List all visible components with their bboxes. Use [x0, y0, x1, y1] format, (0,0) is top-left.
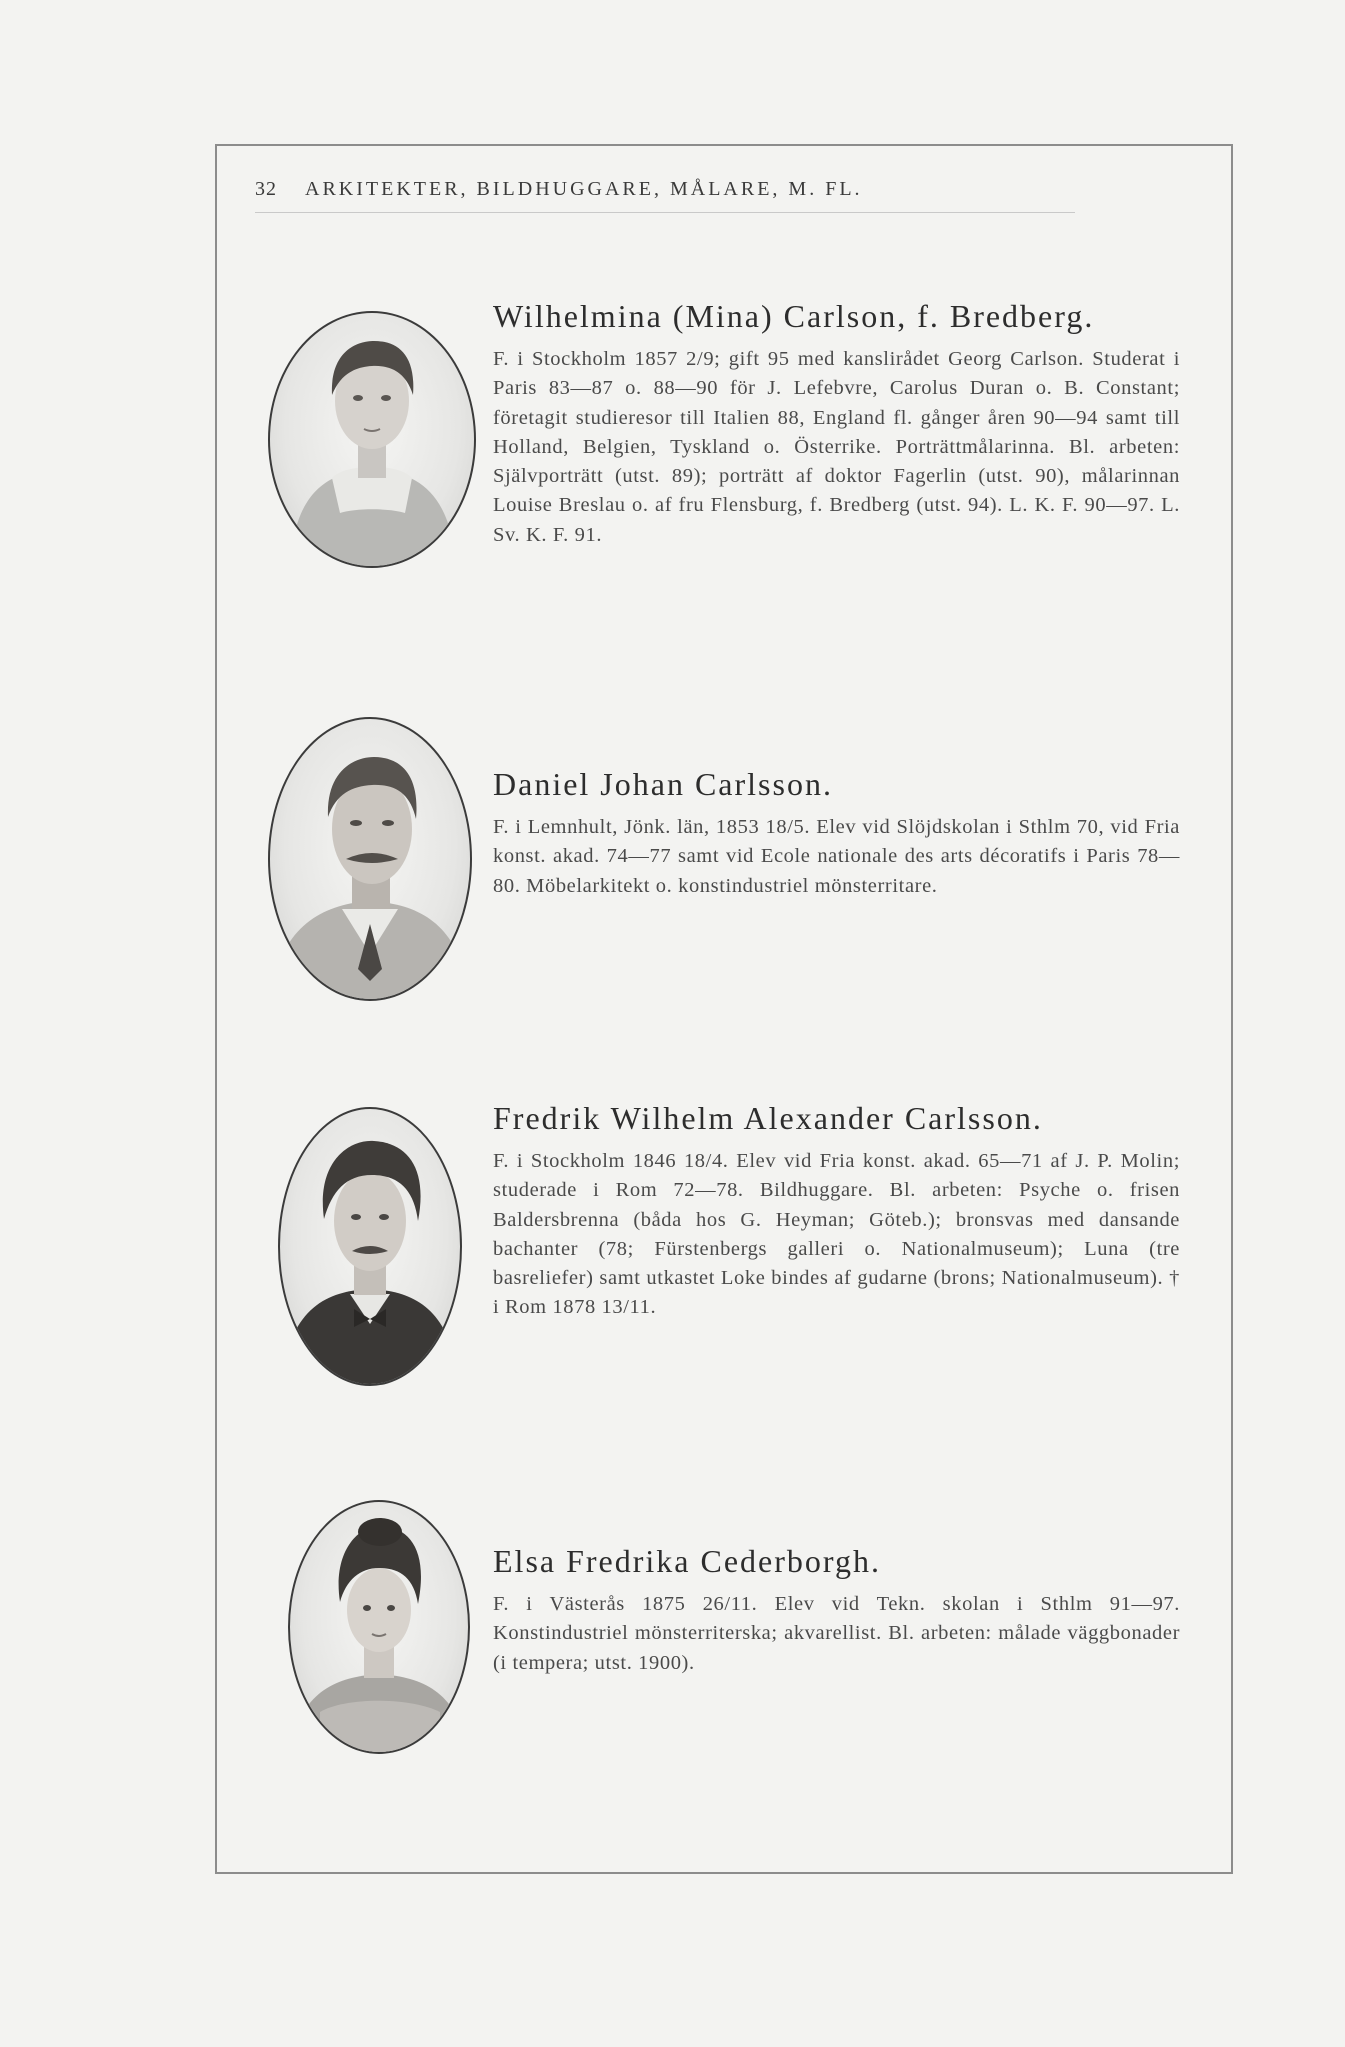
running-title: ARKITEKTER, BILDHUGGARE, MÅLARE, M. FL.: [305, 178, 863, 200]
portrait-fredrik-carlsson: [278, 1107, 462, 1386]
running-header: [255, 178, 1075, 201]
portrait-wilhelmina-carlson: [268, 311, 476, 568]
entry-fredrik-carlsson: [493, 1100, 1180, 1323]
portrait-elsa-cederborgh: [288, 1500, 470, 1754]
entry-name: Fredrik Wilhelm Alexander Carlsson.: [493, 1100, 1043, 1136]
entry-text: F. i Stockholm 1857 2/9; gift 95 med kanslirådet Georg Carlson. Studerat i Paris 83—87 o. 88—90 för J. Lefebvre, Carolus Duran o. B. Constant; företagit studieresor till Italien 88, England fl. gånger åren 90—94 samt till Holland, Belgien, Tyskland o. Österrike. Porträttmålarinna. Bl. arbeten: Självporträtt (utst. 89); porträtt af doktor Fagerlin (utst. 90), målarinnan Louise Breslau o. af fru Flensburg, f. Bredberg (utst. 94). L. K. F. 90—97. L. Sv. K. F. 91.: [493, 348, 1180, 546]
entry-name: Elsa Fredrika Cederborgh.: [493, 1543, 881, 1579]
entry-name: Daniel Johan Carlsson.: [493, 766, 833, 802]
entry-wilhelmina-carlson: [493, 298, 1180, 550]
entry-text: F. i Lemnhult, Jönk. län, 1853 18/5. Elev vid Slöjdskolan i Sthlm 70, vid Fria konst. akad. 74—77 samt vid Ecole nationale des arts décoratifs i Paris 78—80. Möbelarkitekt o. konstindustriel mönsterritare.: [493, 816, 1180, 897]
header-rule: [255, 212, 1075, 213]
entry-text: F. i Västerås 1875 26/11. Elev vid Tekn. skolan i Sthlm 91—97. Konstindustriel mönsterriterska; akvarellist. Bl. arbeten: målade väggbonader (i tempera; utst. 1900).: [493, 1593, 1180, 1674]
page-number: 32: [255, 178, 277, 200]
entry-elsa-cederborgh: [493, 1543, 1180, 1678]
portrait-daniel-carlsson: [268, 717, 472, 1001]
entry-daniel-carlsson: [493, 766, 1180, 901]
entry-name: Wilhelmina (Mina) Carlson, f. Bredberg.: [493, 298, 1095, 334]
entry-text: F. i Stockholm 1846 18/4. Elev vid Fria konst. akad. 65—71 af J. P. Molin; studerade i Rom 72—78. Bildhuggare. Bl. arbeten: Psyche o. frisen Baldersbrenna (båda hos G. Heyman; Göteb.); bronsvas med dansande bachanter (78; Fürstenbergs galleri o. Nationalmuseum); Luna (tre basreliefer) samt utkastet Loke bindes af gudarne (brons; Nationalmuseum). † i Rom 1878 13/11.: [493, 1150, 1180, 1319]
